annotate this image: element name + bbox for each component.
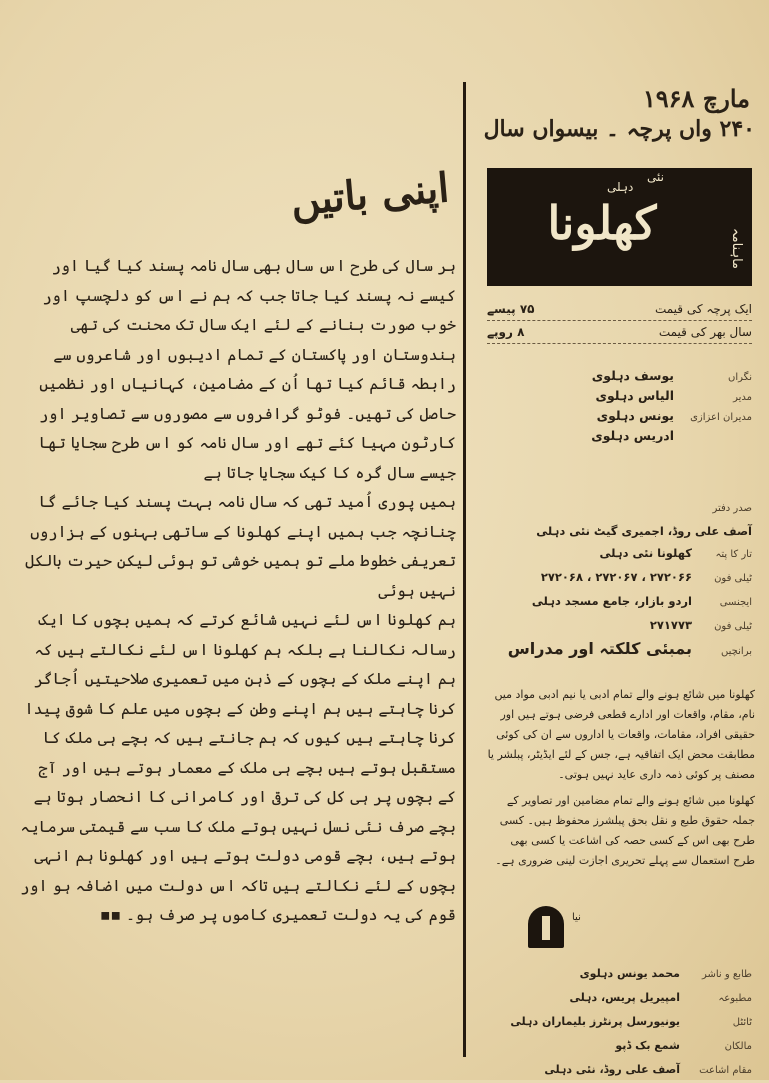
agency-phone: ٹیلی فون۲۷۱۷۷۳ xyxy=(649,618,752,632)
staff-row: مدیران اعزازییونس دہلوی xyxy=(596,408,752,423)
branches: برانچیںبمبئی کلکتہ اور مدراس xyxy=(507,639,752,658)
agency: ایجنسیاردو بازار، جامع مسجد دہلی xyxy=(531,594,752,608)
notice-paragraph: کھلونا میں شائع ہونے والے تمام ادبی یا نیم ادبی مواد میں نام، مقام، واقعات اور ادارے قطعی فرضی ہوتے ہیں اور حقیقی افراد، مقامات، واقعات یا اداروں سے ان کی کوئی مطابقت محض ایک اتفاقیہ ہے، جس کے لئے ایڈیٹر، پبلشر یا مصنف پر کوئی ذمہ داری عاید نہیں ہوتی۔ xyxy=(487,688,755,781)
issue-number: ۲۴۰ واں پرچہ ۔ بیسواں سال xyxy=(483,116,755,142)
masthead-name: کھلونا xyxy=(547,196,657,250)
imprint-row: ٹائٹلیونیورسل پرنٹرز بلیماران دہلی xyxy=(510,1015,752,1028)
publisher-brand: نیا xyxy=(572,912,581,923)
price-annual: سال بھر کی قیمت ۸ روپے xyxy=(487,321,752,344)
editorial-title: اپنی باتیں xyxy=(288,164,451,225)
issue-date: مارچ ۱۹۶۸ xyxy=(642,84,750,113)
imprint xyxy=(487,962,752,1082)
masthead-prefix: ماہنامہ xyxy=(729,228,744,270)
masthead-logo xyxy=(487,168,752,286)
imprint-row: مالکانشمع بک ڈپو xyxy=(615,1039,752,1052)
column-divider xyxy=(463,82,466,1057)
head-office: صدر دفترآصف علی روڈ، اجمیری گیٹ نئی دہلی xyxy=(536,503,752,538)
staff-list xyxy=(490,368,752,448)
editorial-paragraph: ہر سال کی طرح اس سال بھی سال نامہ پسند کیا گیا اور کیسے نہ پسند کیا جاتا جب کہ ہم نے اس کو دلچسپ اور خوب صورت بنانے کے لئے ایک سال تک محنت کی تھی ہندوستان اور پاکستان کے تمام ادیبوں اور شاعروں سے رابطہ قائم کیا تھا اُن کے مضامین، کہانیاں اور نظمیں حاصل کی تھیں۔ فوٹو گرافروں سے مصوروں سے تصاویر اور کارٹون مہیا کئے تھے اور سال نامہ کو اس طرح سجایا تھا جیسے سال گرہ کا کیک سجایا جاتا ہے xyxy=(38,257,456,482)
imprint-row: مطبوعہامپیریل پریس، دہلی xyxy=(569,991,752,1004)
editorial-paragraph: ہم کھلونا اس لئے نہیں شائع کرتے کہ ہمیں بچوں کا ایک رسالہ نکالنا ہے بلکہ ہم کھلونا اس لئے نکالتے ہیں کہ ہم اپنے ملک کے بچوں کے ذہن میں تعمیری صلاحیتیں اُجاگر کرنا چاہتے ہیں ہم اپنے وطن کے بچوں میں علم کا شوق پیدا کرنا چاہتے ہیں کیوں کہ ہم جانتے ہیں کہ بچے ہی ملک کا مستقبل ہوتے ہیں بچے ہی ملک کے معمار ہوتے ہیں اور آج کے بچوں پر ہی کل کی ترقی اور کامرانی کا انحصار ہوتا ہے xyxy=(24,611,456,806)
legal-notice xyxy=(487,685,755,877)
price-single: ایک پرچہ کی قیمت ۷۵ پیسے xyxy=(487,298,752,321)
editorial-paragraph: بچے صرف نئی نسل نہیں ہوتے ملک کا سب سے قیمتی سرمایہ ہوتے ہیں، بچے قومی دولت ہوتے ہیں اور کھلونا ہم انہی بچوں کے لئے نکالتے ہیں تاکہ اس دولت میں اضافہ ہو اور قوم کی یہ دولت تعمیری کاموں پر صرف ہو۔ ▪▪ xyxy=(20,817,456,924)
phone-numbers: ٹیلی فون۲۷۲۰۶۶ ، ۲۷۲۰۶۷ ، ۲۷۲۰۶۸ xyxy=(540,570,752,584)
imprint-row: طابع و ناشرمحمد یونس دہلوی xyxy=(579,967,752,980)
masthead-nai: نئی xyxy=(647,170,664,184)
telegram-address: تار کا پتہکھلونا نئی دہلی xyxy=(599,546,752,560)
staff-row: ادریس دہلوی xyxy=(591,428,674,443)
staff-row: نگراںیوسف دہلوی xyxy=(591,368,752,383)
notice-paragraph: کھلونا میں شائع ہونے والے تمام مضامین اور تصاویر کے جملہ حقوق طبع و نقل بحق پبلشرز محفوظ ہیں۔ کسی طرح بھی اس کے کسی حصہ کی اشاعت یا کسی بھی طرح استعمال سے پہلے تحریری اجازت لینی ضروری ہے۔ xyxy=(495,794,755,867)
staff-row: مدیرالیاس دہلوی xyxy=(595,388,752,403)
editorial-paragraph: ہمیں پوری اُمید تھی کہ سال نامہ بہت پسند کیا جائے گا چنانچہ جب ہمیں اپنے کھلونا کے ساتھی بہنوں کے ہزاروں تعریفی خطوط ملے تو ہمیں خوشی تو ہوئی لیکن حیرت بالکل نہیں ہوئی xyxy=(25,493,456,600)
editorial-body xyxy=(18,252,456,1012)
masthead-city: دہلی xyxy=(607,180,634,194)
publisher-logo-icon xyxy=(528,906,564,948)
imprint-row: مقام اشاعتآصف علی روڈ، نئی دہلی xyxy=(544,1063,752,1076)
price-box xyxy=(487,298,752,348)
contact-info xyxy=(487,496,752,663)
